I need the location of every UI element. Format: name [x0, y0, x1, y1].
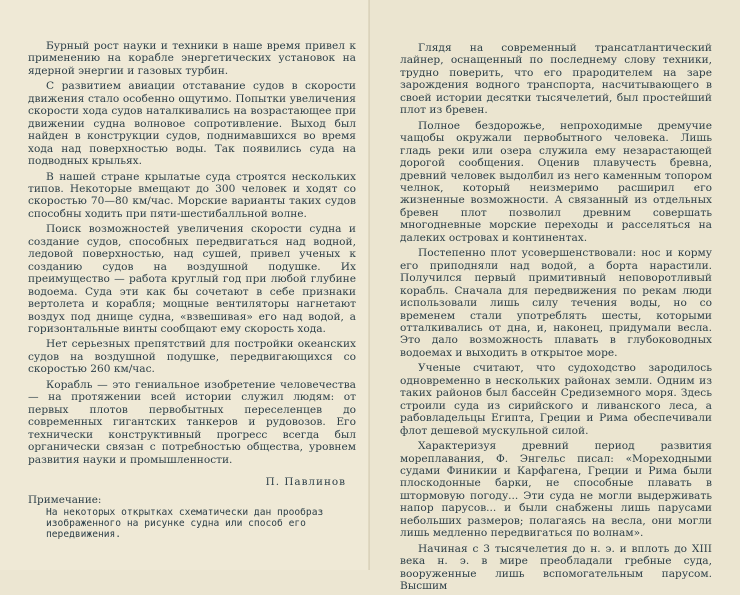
right-paragraph: Ученые считают, что судоходство зародилось одновременно в нескольких районах земли. Одним из таких районов был бассейн Средиземного моря. Здесь строили суда из сирийского и ливанского леса, а рабовладельцы Египта, Греции и Рима обеспечивали флот дешевой мускульной силой. — [400, 362, 712, 437]
right-paragraph: Начиная с 3 тысячелетия до н. э. и вплоть до XIII века н. э. в мире преобладали гребные суда, вооруженные лишь вспомогательным парусом. Высшим — [400, 542, 712, 593]
left-paragraph: Бурный рост науки и техники в наше время привел к применению на корабле энергетических установок на ядерной энергии и газовых турбин. — [28, 40, 356, 77]
note-text: На некоторых открытках схематически дан прообраз изображенного на рисунке судна или способ его передвижения. — [46, 506, 324, 541]
left-paragraph: Поиск возможностей увеличения скорости судна и создание судов, способных передвигаться над водной, ледовой поверхностью, над сушей, привел ученых к созданию судов на воздушной подушке. Их преимущество — работа круглый год при любой глубине водоема. Суда эти как бы сочетают в себе признаки вертолета и корабля; мощные вентиляторы нагнетают воздух под днище судна, «взвешивая» его над водой, а горизонтальные винты сообщают ему скорость хода. — [28, 223, 356, 335]
right-text-column — [400, 42, 712, 595]
left-page — [0, 0, 370, 570]
right-paragraph: Глядя на современный трансатлантический лайнер, оснащенный по последнему слову техники, трудно поверить, что его прародителем на заре зарождения водного транспорта, насчитывающего в своей истории десятки тысячелетий, был простейший плот из бревен. — [400, 42, 712, 117]
left-paragraph: В нашей стране крылатые суда строятся нескольких типов. Некоторые вмещают до 300 человек и ходят со скоростью 70—80 км/час. Морские варианты таких судов способны ходить при пяти-шестибалльной волне. — [28, 170, 356, 220]
right-paragraph: Характеризуя древний период развития мореплавания, Ф. Энгельс писал: «Мореходными судами Финикии и Карфагена, Греции и Рима были плоскодонные барки, не способные плавать в штормовую погоду... Эти суда не могли выдерживать напор парусов... и были снабжены лишь парусами небольших размеров; полагаясь на весла, они могли лишь медленно передвигаться по волнам». — [400, 440, 712, 540]
left-text-column — [28, 40, 356, 540]
left-paragraph: С развитием авиации отставание судов в скорости движения стало особенно ощутимо. Попытки увеличения скорости хода судов наталкивались на возрастающее при движении судна волновое сопротивление. Выход был найден в конструкции судов, поднимавшихся во время хода над поверхностью воды. Так появились суда на подводных крыльях. — [28, 80, 356, 168]
right-paragraph: Постепенно плот усовершенствовали: нос и корму его приподняли над водой, а борта нарастили. Получился первый примитивный неповоротливый корабль. Сначала для передвижения по рекам люди использовали лишь силу течения воды, но со временем стали употреблять шесты, которыми отталкивались от дна, и, наконец, придумали весла. Это дало возможность плавать в глубоководных водоемах и выходить в открытое море. — [400, 247, 712, 359]
right-paragraph: Полное бездорожье, непроходимые дремучие чащобы окружали первобытного человека. Лишь гладь реки или озера служила ему незарастающей дорогой сообщения. Оценив плавучесть бревна, древний человек выдолбил из него каменным топором челнок, который неизмеримо расширил его жизненные возможности. А связанный из отдельных бревен плот позволил древним совершать многодневные морские переходы и расселяться на далеких островах и континентах. — [400, 119, 712, 244]
left-paragraph: Нет серьезных препятствий для постройки океанских судов на воздушной подушке, передвигающихся со скоростью 260 км/час. — [28, 338, 356, 376]
author-signature: П. Павлинов — [265, 475, 346, 488]
left-paragraph: Корабль — это гениальное изобретение человечества — на протяжении всей истории служил людям: от первых плотов первобытных переселенцев до современных гигантских танкеров и рудовозов. Его технически конструктивный прогресс всегда был органически связан с потребностью общества, уровнем развития науки и промышленности. — [28, 378, 356, 466]
note-label: Примечание: — [28, 494, 102, 507]
